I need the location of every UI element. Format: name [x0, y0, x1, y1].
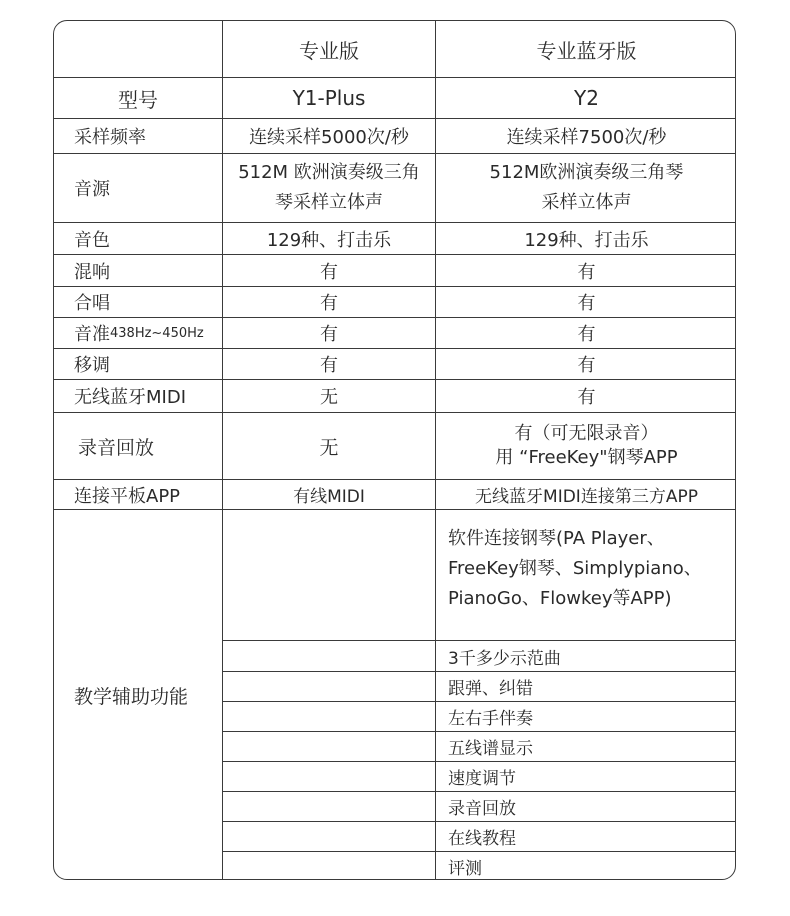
- cell-pro-bluetooth: [436, 413, 736, 479]
- cell-pro: 有: [320, 324, 338, 345]
- cell-pro: 有线MIDI: [293, 487, 365, 507]
- cell-pro-bluetooth: [436, 154, 736, 222]
- feature-item: 录音回放: [448, 799, 516, 819]
- row-label: 录音回放: [78, 436, 155, 459]
- feature-item: 评测: [448, 859, 482, 879]
- row-label-text: 音准: [74, 324, 110, 345]
- cell-line: 512M 欧洲演奏级三角: [238, 162, 420, 183]
- cell-pro-bluetooth: 有: [577, 261, 596, 283]
- model-pro: Y1-Plus: [292, 86, 366, 110]
- row-label: 音色: [74, 229, 110, 251]
- feature-item: 左右手伴奏: [448, 709, 533, 729]
- feature-item: 3千多少示范曲: [448, 648, 561, 669]
- model-label: 型号: [118, 87, 158, 112]
- cell-pro: 有: [320, 293, 338, 314]
- cell-pro-bluetooth: 连续采样7500次/秒: [506, 127, 667, 148]
- header-pro-bluetooth: 专业蓝牙版: [536, 38, 637, 63]
- cell-pro: 无: [320, 387, 338, 408]
- cell-pro-bluetooth: 有: [577, 324, 596, 345]
- row-label: 教学辅助功能: [74, 686, 189, 708]
- row-label: 合唱: [74, 293, 110, 314]
- row-label: 音源: [74, 179, 110, 200]
- comparison-table: [53, 20, 736, 880]
- software-list: [436, 510, 736, 640]
- cell-pro: [223, 154, 435, 222]
- cell-pro: 129种、打击乐: [266, 229, 392, 251]
- cell-pro-bluetooth: 有: [577, 387, 596, 408]
- feature-item: 速度调节: [448, 769, 516, 789]
- row-label: 连接平板APP: [74, 485, 181, 507]
- cell-pro: 有: [320, 355, 338, 376]
- cell-pro-bluetooth: 有: [577, 355, 596, 376]
- cell-line: 琴采样立体声: [275, 192, 383, 213]
- row-label: [54, 318, 222, 348]
- cell-line: 采样立体声: [541, 192, 632, 213]
- cell-line: 用 “FreeKey"钢琴APP: [495, 447, 678, 468]
- cell-pro-bluetooth: 有: [577, 293, 596, 314]
- software-line: FreeKey钢琴、Simplypiano、: [448, 558, 702, 579]
- cell-pro: 连续采样5000次/秒: [249, 127, 409, 148]
- feature-item: 跟弹、纠错: [448, 679, 533, 699]
- feature-item: 五线谱显示: [448, 739, 533, 759]
- header-pro: 专业版: [299, 38, 359, 63]
- row-label: 移调: [74, 355, 110, 376]
- cell-line: 有（可无限录音）: [514, 423, 659, 444]
- cell-pro-bluetooth: 无线蓝牙MIDI连接第三方APP: [475, 487, 698, 507]
- cell-pro-bluetooth: 129种、打击乐: [524, 229, 649, 251]
- software-line: PianoGo、Flowkey等APP): [448, 588, 672, 609]
- cell-pro: 无: [319, 436, 339, 459]
- cell-pro: 有: [320, 261, 338, 283]
- row-label-suffix: 438Hz~450Hz: [110, 325, 204, 341]
- row-label: 采样频率: [74, 127, 146, 148]
- row-label: 混响: [74, 261, 110, 283]
- feature-item: 在线教程: [448, 829, 516, 849]
- cell-line: 512M欧洲演奏级三角琴: [489, 162, 684, 183]
- software-line: 软件连接钢琴(PA Player、: [448, 528, 665, 549]
- row-label: 无线蓝牙MIDI: [74, 387, 187, 408]
- model-pro-bluetooth: Y2: [574, 86, 599, 110]
